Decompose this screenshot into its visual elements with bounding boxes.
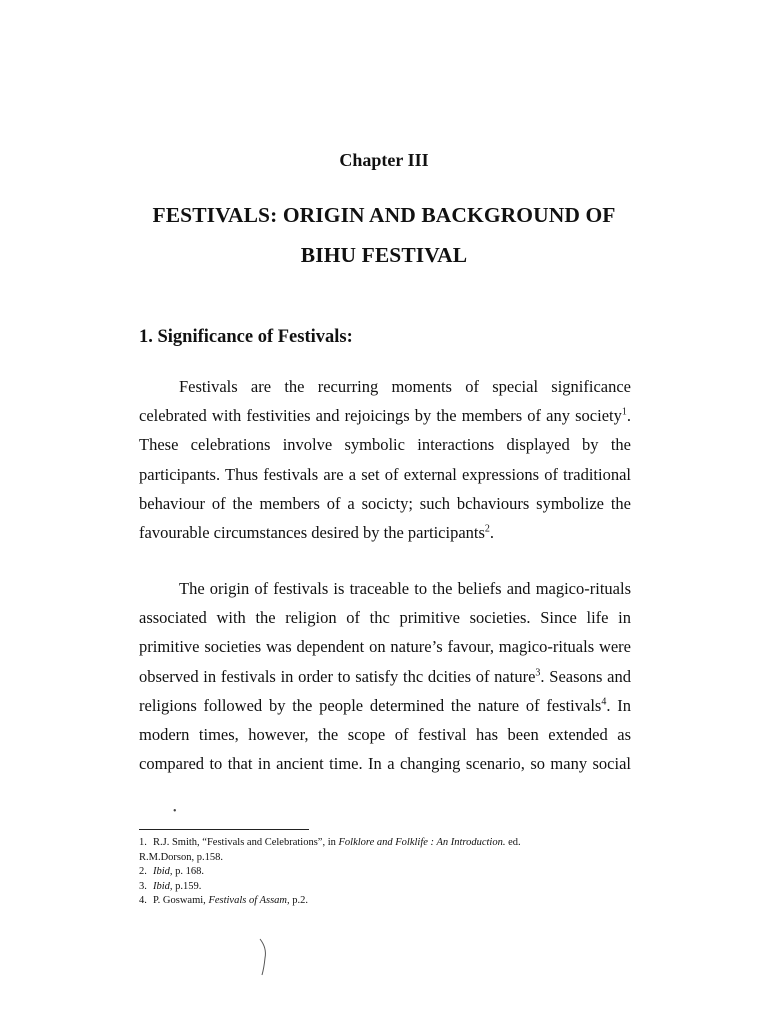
paragraph-line: observed in festivals in order to satisfy thc dcities of nature$^3$. Seasons and — [139, 666, 631, 686]
paragraph-line: modern times, however, the scope of festival has been extended as — [139, 725, 631, 745]
chapter-title-line2: BIHU FESTIVAL — [300, 243, 468, 267]
scan-speck: • — [173, 806, 177, 817]
footnote-ref: 3 — [535, 667, 541, 679]
chapter-title-line1: FESTIVALS: ORIGIN AND BACKGROUND OF — [152, 203, 616, 227]
paragraph-line: primitive societies was dependent on nature’s favour, magico-rituals were — [139, 637, 631, 657]
chapter-label: Chapter III — [339, 150, 429, 170]
footnote-divider — [139, 829, 309, 830]
footnote-item: 1. R.J. Smith, “Festivals and Celebrations”, in Folklore and Folklife : An Introduction. ed. — [139, 837, 521, 848]
paragraph-line: compared to that in ancient time. In a changing scenario, so many social — [139, 754, 631, 774]
footnote-ref: 2 — [484, 523, 490, 535]
footnote-item: 3. Ibid, p.159. — [139, 880, 202, 892]
paragraph-line: associated with the religion of thc primitive societies. Since life in — [139, 608, 631, 628]
footnote-item: 4. P. Goswami, Festivals of Assam, p.2. — [139, 895, 308, 906]
paragraph-line: religions followed by the people determined the nature of festivals$^4$. In — [139, 695, 631, 715]
footnotes — [139, 836, 609, 909]
paragraph-origin — [139, 574, 631, 778]
scan-mark — [258, 938, 268, 976]
footnote-item: 2. Ibid, p. 168. — [139, 866, 205, 877]
paragraph-line: participants. Thus festivals are a set of external expressions of traditional — [139, 464, 631, 484]
paragraph-line: The origin of festivals is traceable to the beliefs and magico-rituals — [179, 579, 631, 598]
footnote-continuation: R.M.Dorson, p.158. — [139, 851, 224, 863]
paragraph-line: favourable circumstances desired by the participants$^2$. — [139, 523, 495, 543]
footnote-ref: 4 — [601, 696, 607, 708]
paragraph-line: Festivals are the recurring moments of special significance — [179, 377, 631, 396]
section-heading: 1. Significance of Festivals: — [139, 327, 353, 347]
paragraph-line: behaviour of the members of a socicty; such bchaviours symbolize the — [139, 493, 631, 513]
paragraph-significance — [139, 372, 631, 547]
paragraph-line: celebrated with festivities and rejoicings by the members of any society$^1$. — [139, 406, 631, 426]
paragraph-line: These celebrations involve symbolic interactions displayed by the — [139, 435, 631, 455]
footnote-ref: 1 — [621, 406, 627, 418]
